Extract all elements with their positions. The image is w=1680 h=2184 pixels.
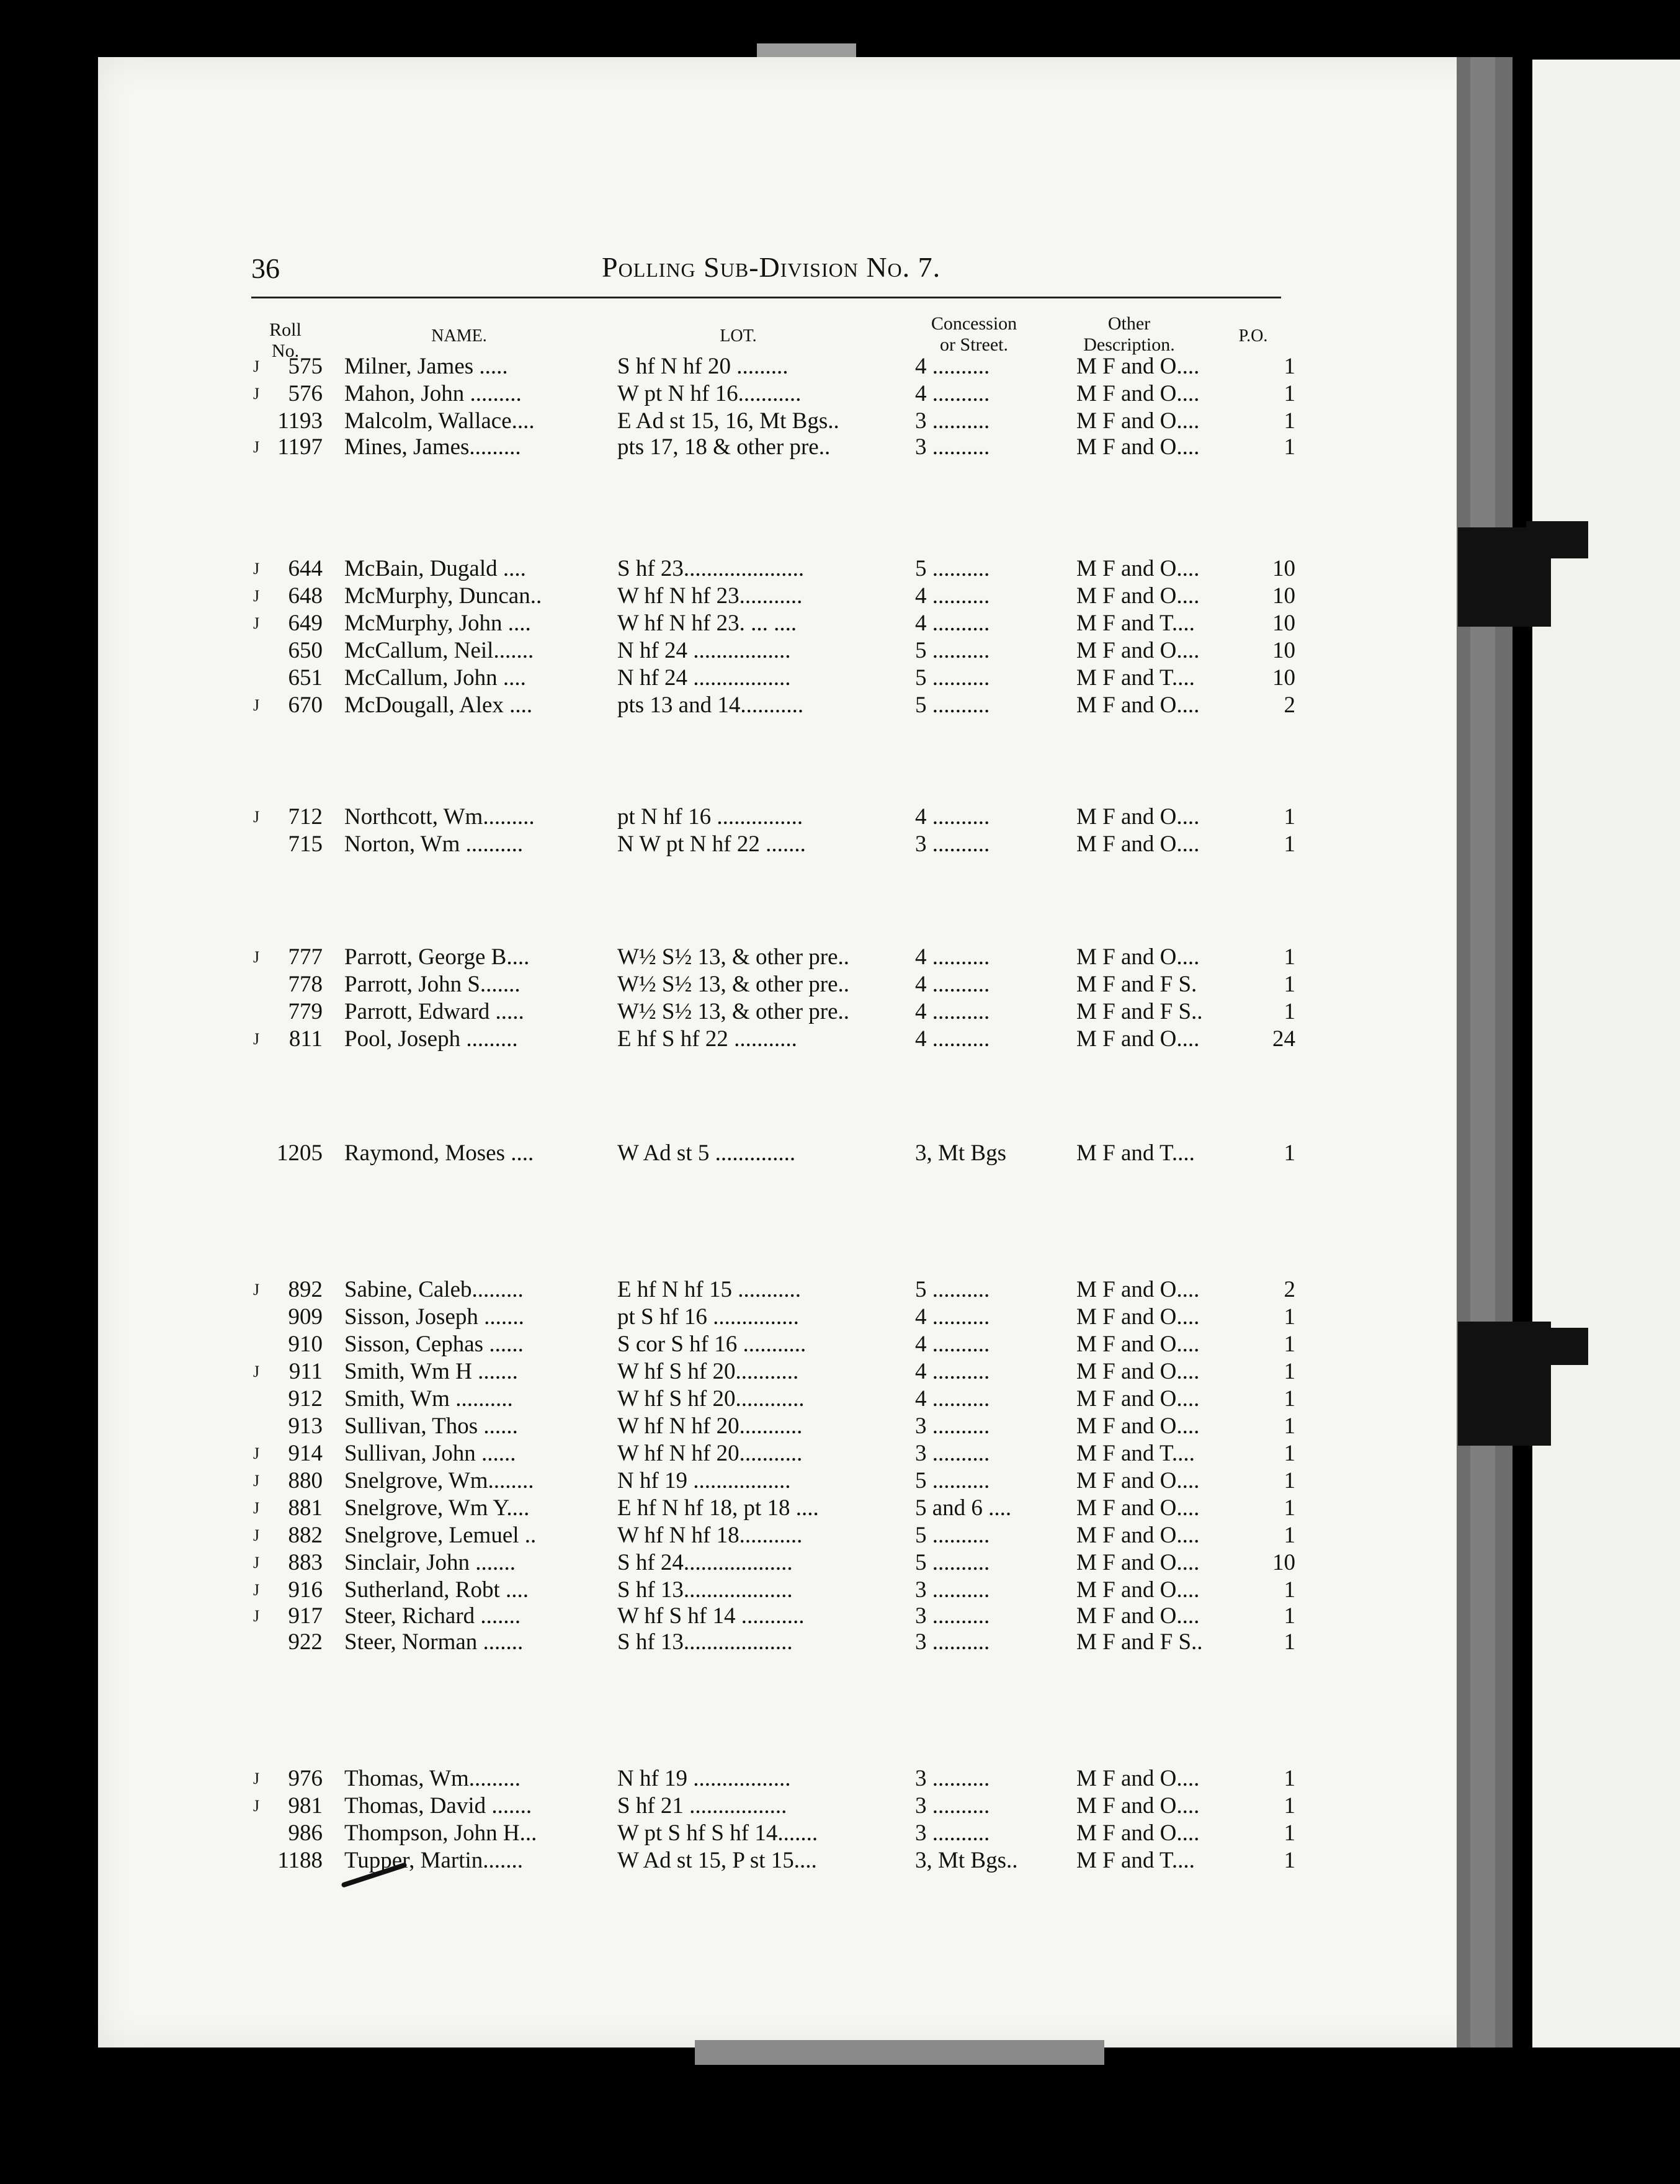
other-description: M F and O.... xyxy=(1076,1603,1200,1629)
post-office: 1 xyxy=(1284,1577,1295,1603)
voter-name: Thompson, John H... xyxy=(344,1820,537,1846)
table-row xyxy=(0,1577,1680,1603)
table-row xyxy=(0,1140,1680,1166)
roll-number: 779 xyxy=(288,999,323,1024)
post-office: 1 xyxy=(1284,1766,1295,1791)
roll-marker: J xyxy=(253,1499,260,1517)
other-description: M F and O.... xyxy=(1076,1359,1200,1384)
voter-name: McCallum, John .... xyxy=(344,665,526,691)
voter-name: Smith, Wm H ....... xyxy=(344,1359,518,1384)
lot-description: S hf 24................... xyxy=(617,1550,793,1575)
concession: 4 .......... xyxy=(915,804,990,830)
table-row xyxy=(0,1386,1680,1412)
other-description: M F and O.... xyxy=(1076,434,1200,460)
roll-marker: J xyxy=(253,1526,260,1544)
roll-number: 911 xyxy=(288,1359,323,1384)
other-description: M F and O.... xyxy=(1076,1820,1200,1846)
other-description: M F and O.... xyxy=(1076,1550,1200,1575)
concession: 4 .......... xyxy=(915,1386,990,1412)
lot-description: S cor S hf 16 ........... xyxy=(617,1331,806,1357)
post-office: 1 xyxy=(1284,381,1295,406)
post-office: 1 xyxy=(1284,1793,1295,1819)
roll-number: 882 xyxy=(288,1523,323,1548)
lot-description: W Ad st 15, P st 15.... xyxy=(617,1848,817,1873)
concession: 5 .......... xyxy=(915,1550,990,1575)
other-description: M F and O.... xyxy=(1076,1495,1200,1521)
roll-number: 917 xyxy=(288,1603,323,1629)
table-row xyxy=(0,1603,1680,1629)
lot-description: pts 17, 18 & other pre.. xyxy=(617,434,831,460)
concession: 5 .......... xyxy=(915,556,990,581)
other-description: M F and F S.. xyxy=(1076,999,1203,1024)
roll-number: 1188 xyxy=(277,1848,323,1873)
roll-marker: J xyxy=(253,438,260,456)
other-description: M F and O.... xyxy=(1076,1277,1200,1302)
table-row xyxy=(0,1820,1680,1846)
other-description: M F and O.... xyxy=(1076,354,1200,379)
post-office: 1 xyxy=(1284,1413,1295,1439)
voter-name: Mines, James......... xyxy=(344,434,521,460)
voter-name: Steer, Norman ....... xyxy=(344,1629,524,1655)
lot-description: S hf 23..................... xyxy=(617,556,805,581)
table-row xyxy=(0,1793,1680,1819)
roll-number: 912 xyxy=(288,1386,323,1412)
table-row xyxy=(0,434,1680,460)
roll-number: 1197 xyxy=(277,434,323,460)
lot-description: E hf N hf 18, pt 18 .... xyxy=(617,1495,819,1521)
other-description: M F and O.... xyxy=(1076,1413,1200,1439)
lot-description: W hf S hf 20........... xyxy=(617,1359,799,1384)
post-office: 1 xyxy=(1284,1386,1295,1412)
roll-marker: J xyxy=(253,560,260,578)
roll-number: 913 xyxy=(288,1413,323,1439)
post-office: 1 xyxy=(1284,354,1295,379)
concession: 5 .......... xyxy=(915,1468,990,1493)
table-row xyxy=(0,944,1680,970)
post-office: 24 xyxy=(1272,1026,1295,1052)
other-description: M F and T.... xyxy=(1076,1140,1195,1166)
voter-name: Tupper, Martin....... xyxy=(344,1848,524,1873)
roll-number: 981 xyxy=(288,1793,323,1819)
header-concession xyxy=(906,313,1042,356)
post-office: 1 xyxy=(1284,831,1295,857)
concession: 4 .......... xyxy=(915,1026,990,1052)
roll-marker: J xyxy=(253,1444,260,1462)
voter-name: Milner, James ..... xyxy=(344,354,508,379)
post-office: 1 xyxy=(1284,944,1295,970)
lot-description: E Ad st 15, 16, Mt Bgs.. xyxy=(617,408,839,434)
other-description: M F and O.... xyxy=(1076,1026,1200,1052)
post-office: 2 xyxy=(1284,1277,1295,1302)
concession: 3 .......... xyxy=(915,1577,990,1603)
voter-name: McMurphy, John .... xyxy=(344,611,531,636)
roll-marker: J xyxy=(253,357,260,375)
roll-number: 649 xyxy=(288,611,323,636)
post-office: 1 xyxy=(1284,1848,1295,1873)
concession: 3, Mt Bgs xyxy=(915,1140,1007,1166)
lot-description: E hf S hf 22 ........... xyxy=(617,1026,797,1052)
lot-description: W pt S hf S hf 14....... xyxy=(617,1820,818,1846)
roll-number: 778 xyxy=(288,972,323,997)
concession: 4 .......... xyxy=(915,1331,990,1357)
lot-description: W½ S½ 13, & other pre.. xyxy=(617,944,850,970)
lot-description: pts 13 and 14........... xyxy=(617,692,804,718)
roll-marker: J xyxy=(253,1030,260,1048)
table-row xyxy=(0,972,1680,998)
table-row xyxy=(0,999,1680,1025)
table-row xyxy=(0,381,1680,407)
voter-name: Mahon, John ......... xyxy=(344,381,522,406)
concession: 4 .......... xyxy=(915,999,990,1024)
roll-number: 712 xyxy=(288,804,323,830)
post-office: 1 xyxy=(1284,1820,1295,1846)
header-name: NAME. xyxy=(431,326,487,346)
table-row xyxy=(0,638,1680,664)
lot-description: W hf N hf 20........... xyxy=(617,1441,803,1466)
table-row xyxy=(0,1026,1680,1052)
lot-description: W hf N hf 23. ... .... xyxy=(617,611,797,636)
lot-description: W hf N hf 20........... xyxy=(617,1413,803,1439)
table-row xyxy=(0,1550,1680,1576)
other-description: M F and O.... xyxy=(1076,583,1200,609)
other-description: M F and O.... xyxy=(1076,692,1200,718)
post-office: 10 xyxy=(1272,611,1295,636)
voter-name: Snelgrove, Wm........ xyxy=(344,1468,534,1493)
other-description: M F and T.... xyxy=(1076,665,1195,691)
other-description: M F and F S. xyxy=(1076,972,1197,997)
concession: 3 .......... xyxy=(915,1793,990,1819)
voter-name: Sullivan, John ...... xyxy=(344,1441,516,1466)
other-description: M F and O.... xyxy=(1076,1577,1200,1603)
post-office: 1 xyxy=(1284,1304,1295,1330)
table-row xyxy=(0,583,1680,609)
voter-name: Steer, Richard ....... xyxy=(344,1603,521,1629)
voter-name: McBain, Dugald .... xyxy=(344,556,526,581)
table-row xyxy=(0,1277,1680,1303)
concession: 4 .......... xyxy=(915,972,990,997)
table-row xyxy=(0,611,1680,637)
voter-name: Sutherland, Robt .... xyxy=(344,1577,529,1603)
roll-number: 986 xyxy=(288,1820,323,1846)
concession: 5 .......... xyxy=(915,665,990,691)
other-description: M F and O.... xyxy=(1076,638,1200,663)
lot-description: E hf N hf 15 ........... xyxy=(617,1277,801,1302)
lot-description: W pt N hf 16........... xyxy=(617,381,802,406)
header-roll-no-text: Roll No. xyxy=(269,320,302,361)
other-description: M F and T.... xyxy=(1076,611,1195,636)
roll-marker: J xyxy=(253,385,260,403)
voter-name: McCallum, Neil....... xyxy=(344,638,534,663)
post-office: 1 xyxy=(1284,1523,1295,1548)
other-description: M F and O.... xyxy=(1076,1304,1200,1330)
roll-number: 1193 xyxy=(277,408,323,434)
other-description: M F and O.... xyxy=(1076,1766,1200,1791)
lot-description: W hf N hf 23........... xyxy=(617,583,803,609)
table-row xyxy=(0,804,1680,830)
concession: 4 .......... xyxy=(915,944,990,970)
lot-description: pt S hf 16 ............... xyxy=(617,1304,799,1330)
concession: 4 .......... xyxy=(915,611,990,636)
table-row xyxy=(0,1629,1680,1655)
concession: 5 and 6 .... xyxy=(915,1495,1012,1521)
other-description: M F and O.... xyxy=(1076,408,1200,434)
header-description-text: Other Description. xyxy=(1083,313,1175,355)
voter-name: Norton, Wm .......... xyxy=(344,831,524,857)
post-office: 2 xyxy=(1284,692,1295,718)
roll-number: 892 xyxy=(288,1277,323,1302)
roll-number: 910 xyxy=(288,1331,323,1357)
post-office: 1 xyxy=(1284,1331,1295,1357)
concession: 3 .......... xyxy=(915,1629,990,1655)
voter-name: Malcolm, Wallace.... xyxy=(344,408,535,434)
roll-marker: J xyxy=(253,1581,260,1599)
lot-description: S hf 13................... xyxy=(617,1629,793,1655)
header-other-description xyxy=(1055,313,1204,356)
table-row xyxy=(0,408,1680,434)
roll-marker: J xyxy=(253,696,260,714)
roll-number: 650 xyxy=(288,638,323,663)
roll-marker: J xyxy=(253,1472,260,1490)
roll-number: 880 xyxy=(288,1468,323,1493)
other-description: M F and O.... xyxy=(1076,831,1200,857)
post-office: 1 xyxy=(1284,1495,1295,1521)
other-description: M F and O.... xyxy=(1076,944,1200,970)
roll-marker: J xyxy=(253,808,260,826)
lot-description: N hf 24 ................. xyxy=(617,638,791,663)
lot-description: W½ S½ 13, & other pre.. xyxy=(617,999,850,1024)
lot-description: pt N hf 16 ............... xyxy=(617,804,803,830)
concession: 3 .......... xyxy=(915,434,990,460)
voter-name: Sisson, Cephas ...... xyxy=(344,1331,524,1357)
lot-description: W Ad st 5 .............. xyxy=(617,1140,796,1166)
roll-marker: J xyxy=(253,1607,260,1625)
roll-number: 777 xyxy=(288,944,323,970)
concession: 4 .......... xyxy=(915,354,990,379)
post-office: 10 xyxy=(1272,665,1295,691)
header-po: P.O. xyxy=(1238,326,1268,346)
voter-name: Pool, Joseph ......... xyxy=(344,1026,518,1052)
voter-name: McDougall, Alex .... xyxy=(344,692,533,718)
lot-description: N hf 19 ................. xyxy=(617,1468,791,1493)
post-office: 10 xyxy=(1272,1550,1295,1575)
voter-name: Sisson, Joseph ....... xyxy=(344,1304,524,1330)
concession: 3, Mt Bgs.. xyxy=(915,1848,1018,1873)
post-office: 10 xyxy=(1272,583,1295,609)
header-lot: LOT. xyxy=(720,326,757,346)
voter-name: Sullivan, Thos ...... xyxy=(344,1413,518,1439)
concession: 3 .......... xyxy=(915,408,990,434)
post-office: 1 xyxy=(1284,1629,1295,1655)
post-office: 10 xyxy=(1272,638,1295,663)
other-description: M F and F S.. xyxy=(1076,1629,1203,1655)
other-description: M F and O.... xyxy=(1076,1523,1200,1548)
header-rule xyxy=(251,297,1281,298)
concession: 5 .......... xyxy=(915,1523,990,1548)
post-office: 1 xyxy=(1284,999,1295,1024)
roll-marker: J xyxy=(253,948,260,966)
concession: 5 .......... xyxy=(915,692,990,718)
lot-description: S hf 21 ................. xyxy=(617,1793,787,1819)
roll-marker: J xyxy=(253,1281,260,1299)
roll-number: 670 xyxy=(288,692,323,718)
table-row xyxy=(0,1495,1680,1521)
post-office: 1 xyxy=(1284,1140,1295,1166)
voter-name: Parrott, George B.... xyxy=(344,944,530,970)
header-concession-text: Concession or Street. xyxy=(931,313,1017,355)
other-description: M F and O.... xyxy=(1076,1468,1200,1493)
post-office: 1 xyxy=(1284,804,1295,830)
post-office: 1 xyxy=(1284,434,1295,460)
table-row xyxy=(0,831,1680,857)
binding-clip-upper-tab xyxy=(1526,521,1588,558)
lot-description: S hf N hf 20 ......... xyxy=(617,354,789,379)
voter-name: Parrott, John S....... xyxy=(344,972,521,997)
post-office: 1 xyxy=(1284,1603,1295,1629)
table-row xyxy=(0,1304,1680,1330)
lot-description: S hf 13................... xyxy=(617,1577,793,1603)
other-description: M F and O.... xyxy=(1076,1793,1200,1819)
other-description: M F and O.... xyxy=(1076,804,1200,830)
page-number: 36 xyxy=(251,253,280,284)
voter-name: Thomas, Wm......... xyxy=(344,1766,521,1791)
voter-name: Snelgrove, Lemuel .. xyxy=(344,1523,537,1548)
post-office: 1 xyxy=(1284,1468,1295,1493)
other-description: M F and O.... xyxy=(1076,1331,1200,1357)
other-description: M F and T.... xyxy=(1076,1848,1195,1873)
voter-name: Raymond, Moses .... xyxy=(344,1140,534,1166)
roll-marker: J xyxy=(253,614,260,632)
table-row xyxy=(0,665,1680,691)
table-row xyxy=(0,354,1680,380)
lot-description: W hf S hf 14 ........... xyxy=(617,1603,805,1629)
concession: 3 .......... xyxy=(915,1413,990,1439)
roll-marker: J xyxy=(253,1363,260,1381)
roll-number: 909 xyxy=(288,1304,323,1330)
roll-number: 651 xyxy=(288,665,323,691)
roll-number: 914 xyxy=(288,1441,323,1466)
table-row xyxy=(0,1766,1680,1792)
lot-description: W hf S hf 20............ xyxy=(617,1386,805,1412)
voter-name: Smith, Wm .......... xyxy=(344,1386,513,1412)
post-office: 1 xyxy=(1284,972,1295,997)
roll-number: 1205 xyxy=(277,1140,323,1166)
table-row xyxy=(0,1413,1680,1439)
roll-number: 976 xyxy=(288,1766,323,1791)
roll-number: 916 xyxy=(288,1577,323,1603)
other-description: M F and O.... xyxy=(1076,381,1200,406)
concession: 4 .......... xyxy=(915,1359,990,1384)
table-row xyxy=(0,1359,1680,1385)
post-office: 1 xyxy=(1284,1359,1295,1384)
other-description: M F and T.... xyxy=(1076,1441,1195,1466)
lot-description: N W pt N hf 22 ....... xyxy=(617,831,806,857)
lot-description: W hf N hf 18........... xyxy=(617,1523,803,1548)
post-office: 1 xyxy=(1284,408,1295,434)
table-row xyxy=(0,1523,1680,1549)
table-row xyxy=(0,1331,1680,1358)
roll-marker: J xyxy=(253,1797,260,1815)
concession: 5 .......... xyxy=(915,1277,990,1302)
lot-description: W½ S½ 13, & other pre.. xyxy=(617,972,850,997)
roll-number: 715 xyxy=(288,831,323,857)
roll-number: 644 xyxy=(288,556,323,581)
voter-name: Thomas, David ....... xyxy=(344,1793,532,1819)
concession: 4 .......... xyxy=(915,1304,990,1330)
voter-name: Northcott, Wm......... xyxy=(344,804,535,830)
table-row xyxy=(0,1468,1680,1494)
concession: 4 .......... xyxy=(915,583,990,609)
roll-number: 922 xyxy=(288,1629,323,1655)
table-row xyxy=(0,1848,1680,1874)
voter-name: McMurphy, Duncan.. xyxy=(344,583,542,609)
roll-number: 881 xyxy=(288,1495,323,1521)
roll-number: 648 xyxy=(288,583,323,609)
roll-number: 883 xyxy=(288,1550,323,1575)
concession: 3 .......... xyxy=(915,1603,990,1629)
page-title: Polling Sub-Division No. 7. xyxy=(602,251,941,283)
scan-tab-bottom xyxy=(695,2040,1104,2065)
table-row xyxy=(0,1441,1680,1467)
roll-marker: J xyxy=(253,1554,260,1572)
post-office: 10 xyxy=(1272,556,1295,581)
concession: 5 .......... xyxy=(915,638,990,663)
concession: 3 .......... xyxy=(915,1766,990,1791)
concession: 3 .......... xyxy=(915,1441,990,1466)
lot-description: N hf 19 ................. xyxy=(617,1766,791,1791)
other-description: M F and O.... xyxy=(1076,556,1200,581)
voter-name: Snelgrove, Wm Y.... xyxy=(344,1495,530,1521)
roll-marker: J xyxy=(253,587,260,605)
voter-name: Parrott, Edward ..... xyxy=(344,999,524,1024)
roll-marker: J xyxy=(253,1770,260,1788)
table-row xyxy=(0,692,1680,718)
table-row xyxy=(0,556,1680,582)
voter-name: Sinclair, John ....... xyxy=(344,1550,516,1575)
post-office: 1 xyxy=(1284,1441,1295,1466)
concession: 3 .......... xyxy=(915,1820,990,1846)
roll-number: 576 xyxy=(288,381,323,406)
concession: 3 .......... xyxy=(915,831,990,857)
voter-name: Sabine, Caleb......... xyxy=(344,1277,524,1302)
roll-number: 575 xyxy=(288,354,323,379)
lot-description: N hf 24 ................. xyxy=(617,665,791,691)
concession: 4 .......... xyxy=(915,381,990,406)
other-description: M F and O.... xyxy=(1076,1386,1200,1412)
roll-number: 811 xyxy=(288,1026,323,1052)
